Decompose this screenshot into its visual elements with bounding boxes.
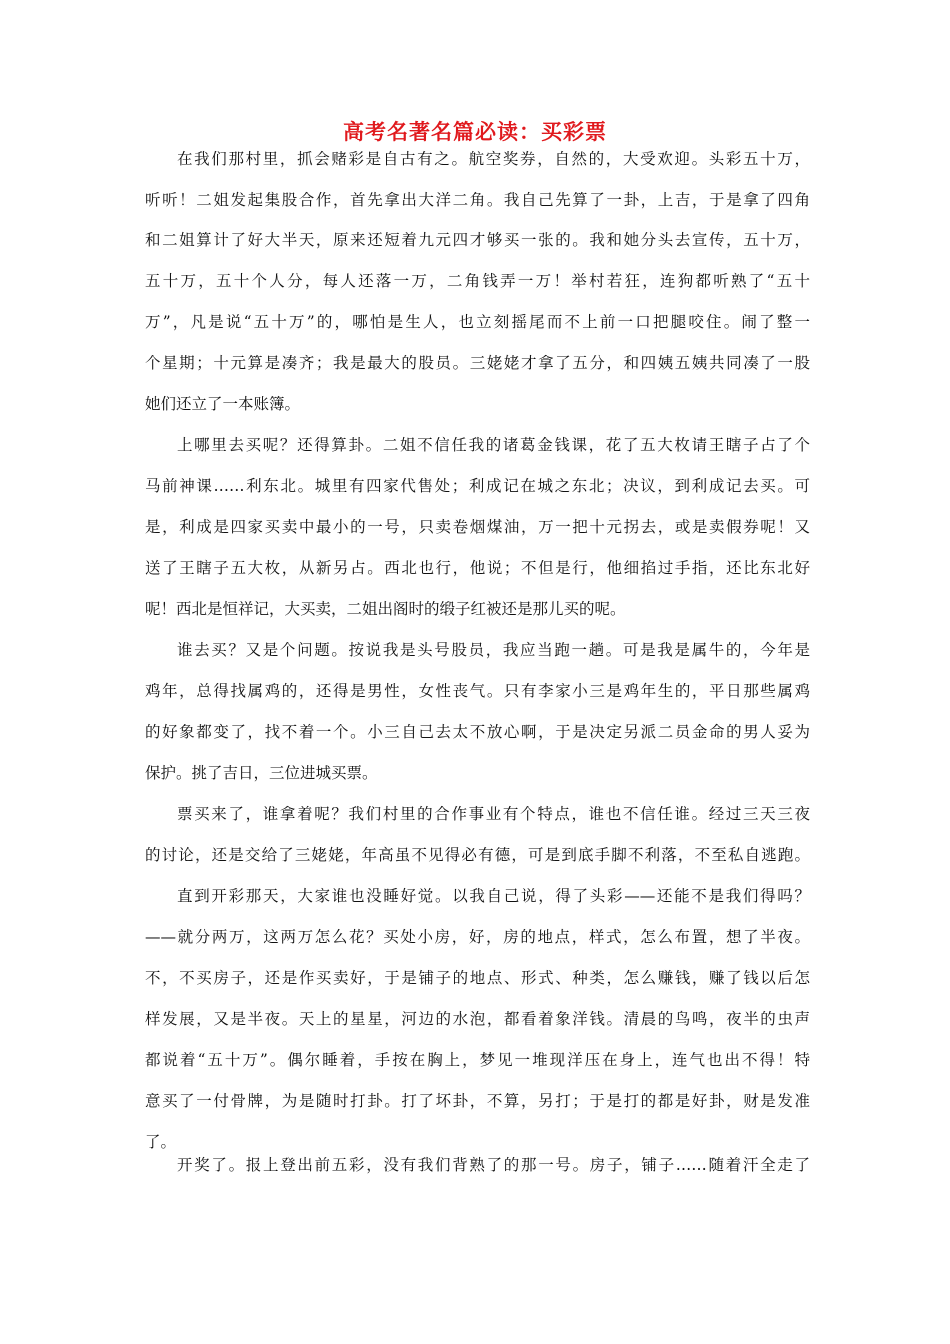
text-line: 谁去买？又是个问题。按说我是头号股员，我应当跑一趟。可是我是属牛的，今年是 [177,641,810,659]
document-title: 高考名著名篇必读：买彩票 [343,119,607,144]
text-line: 个星期；十元算是凑齐；我是最大的股员。三姥姥才拿了五分，和四姨五姨共同凑了一股 [145,354,810,372]
text-line: 开奖了。报上登出前五彩，没有我们背熟了的那一号。房子，铺子……随着汗全走了 [177,1156,810,1174]
text-line: 在我们那村里，抓会赌彩是自古有之。航空奖券，自然的，大受欢迎。头彩五十万， [177,150,810,168]
text-line: 五十万，五十个人分，每人还落一万，二角钱弄一万！举村若狂，连狗都听熟了“五十 [145,272,810,290]
text-line: 意买了一付骨牌，为是随时打卦。打了坏卦，不算，另打；于是打的都是好卦，财是发准 [145,1092,810,1110]
text-line: 和二姐算计了好大半天，原来还短着九元四才够买一张的。我和她分头去宣传，五十万， [145,231,810,249]
text-line: 是，利成是四家买卖中最小的一号，只卖卷烟煤油，万一把十元拐去，或是卖假券呢！又 [145,518,810,536]
text-line: 样发展，又是半夜。天上的星星，河边的水泡，都看着象洋钱。清晨的鸟鸣，夜半的虫声 [145,1010,810,1028]
text-line: 听听！二姐发起集股合作，首先拿出大洋二角。我自己先算了一卦，上吉，于是拿了四角 [145,191,810,209]
text-line: ——就分两万，这两万怎么花？买处小房，好，房的地点，样式，怎么布置，想了半夜。 [145,928,810,946]
text-line: 呢！西北是恒祥记，大买卖，二姐出阁时的缎子红被还是那儿买的呢。 [145,600,626,618]
text-line: 直到开彩那天，大家谁也没睡好觉。以我自己说，得了头彩——还能不是我们得吗？ [177,887,810,905]
text-line: 了。 [145,1133,177,1151]
text-line: 不，不买房子，还是作买卖好，于是铺子的地点、形式、种类，怎么赚钱，赚了钱以后怎 [145,969,810,987]
text-line: 上哪里去买呢？还得算卦。二姐不信任我的诸葛金钱课，花了五大枚请王瞎子占了个 [177,436,810,454]
text-line: 都说着“五十万”。偶尔睡着，手按在胸上，梦见一堆现洋压在身上，连气也出不得！特 [145,1051,810,1069]
text-line: 鸡年，总得找属鸡的，还得是男性，女性丧气。只有李家小三是鸡年生的，平日那些属鸡 [145,682,810,700]
text-line: 送了王瞎子五大枚，从新另占。西北也行，他说；不但是行，他细掐过手指，还比东北好 [145,559,810,577]
text-line: 她们还立了一本账簿。 [145,395,301,413]
text-line: 的好象都变了，找不着一个。小三自己去太不放心啊，于是决定另派二员金命的男人妥为 [145,723,810,741]
text-line: 万”，凡是说“五十万”的，哪怕是生人，也立刻摇尾而不上前一口把腿咬住。闹了整一 [145,313,810,331]
text-line: 票买来了，谁拿着呢？我们村里的合作事业有个特点，谁也不信任谁。经过三天三夜 [177,805,810,823]
text-line: 的讨论，还是交给了三姥姥，年高虽不见得必有德，可是到底手脚不利落，不至私自逃跑。 [145,846,810,864]
text-line: 保护。挑了吉日，三位进城买票。 [145,764,378,782]
text-line: 马前神课……利东北。城里有四家代售处；利成记在城之东北；决议，到利成记去买。可 [145,477,810,495]
